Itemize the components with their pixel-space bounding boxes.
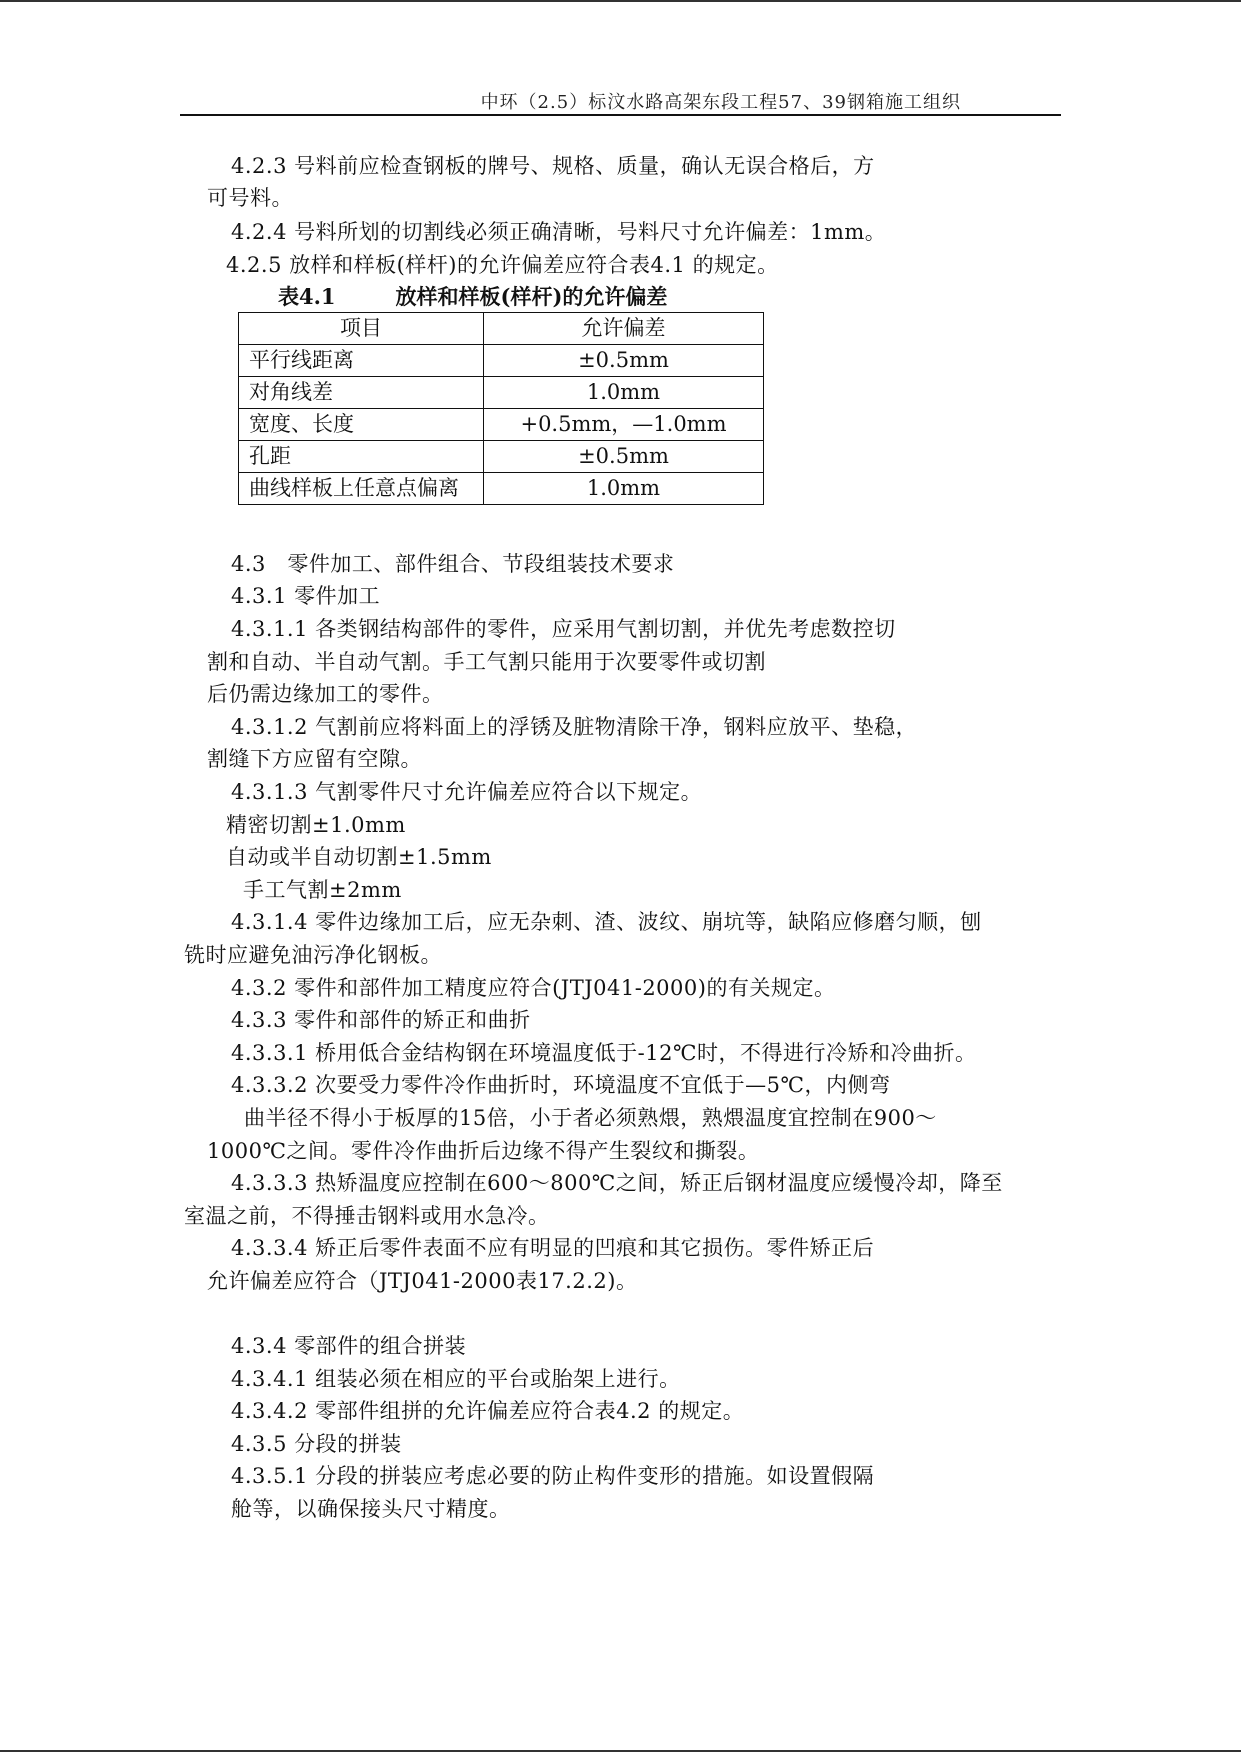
paragraph-line: 后仍需边缘加工的零件。 xyxy=(207,682,444,706)
table-row xyxy=(239,409,764,441)
paragraph-line: 4.3.3.3 热矫温度应控制在600～800℃之间，矫正后钢材温度应缓慢冷却，降至 xyxy=(231,1171,1003,1195)
paragraph-line: 4.3.3.4 矫正后零件表面不应有明显的凹痕和其它损伤。零件矫正后 xyxy=(231,1236,875,1260)
paragraph-line: 自动或半自动切割±1.5mm xyxy=(226,845,492,869)
paragraph-line: 4.3.4.1 组装必须在相应的平台或胎架上进行。 xyxy=(231,1367,681,1391)
paragraph-line: 4.3.1.3 气割零件尺寸允许偏差应符合以下规定。 xyxy=(231,780,703,804)
table-row xyxy=(239,441,764,473)
table-number: 表4.1 xyxy=(278,284,336,309)
paragraph-line: 割和自动、半自动气割。手工气割只能用于次要零件或切割 xyxy=(207,650,766,674)
header-cell-item: 项目 xyxy=(239,313,484,345)
paragraph-line: 手工气割±2mm xyxy=(243,878,402,902)
paragraph-line: 4.3.3.2 次要受力零件冷作曲折时，环境温度不宜低于—5℃，内侧弯 xyxy=(231,1073,891,1097)
paragraph-line: 铣时应避免油污净化钢板。 xyxy=(184,943,442,967)
table-row xyxy=(239,473,764,505)
paragraph-line: 4.2.3 号料前应检查钢板的牌号、规格、质量，确认无误合格后，方 xyxy=(231,154,875,178)
paragraph-line: 4.3.3.1 桥用低合金结构钢在环境温度低于-12℃时，不得进行冷矫和冷曲折。 xyxy=(231,1041,977,1065)
paragraph-line: 精密切割±1.0mm xyxy=(226,813,406,837)
paragraph-line: 4.3.5.1 分段的拼装应考虑必要的防止构件变形的措施。如设置假隔 xyxy=(231,1464,875,1488)
row-tolerance: 1.0mm xyxy=(484,473,764,505)
section-heading: 4.3 零件加工、部件组合、节段组装技术要求 xyxy=(231,552,675,576)
paragraph-line: 割缝下方应留有空隙。 xyxy=(207,747,422,771)
paragraph-line: 4.3.1.1 各类钢结构部件的零件，应采用气割切割，并优先考虑数控切 xyxy=(231,617,896,641)
paragraph-line: 可号料。 xyxy=(207,186,293,210)
table-row xyxy=(239,345,764,377)
table-header-row xyxy=(239,313,764,345)
paragraph-line: 室温之前，不得捶击钢料或用水急冷。 xyxy=(184,1204,550,1228)
top-border xyxy=(0,0,1241,2)
header-cell-tolerance: 允许偏差 xyxy=(484,313,764,345)
paragraph-line: 允许偏差应符合（JTJ041-2000表17.2.2)。 xyxy=(207,1269,638,1293)
paragraph-line: 4.3.4.2 零部件组拼的允许偏差应符合表4.2 的规定。 xyxy=(231,1399,745,1423)
row-tolerance: ±0.5mm xyxy=(484,345,764,377)
paragraph-line: 1000℃之间。零件冷作曲折后边缘不得产生裂纹和撕裂。 xyxy=(207,1139,760,1163)
table-row xyxy=(239,377,764,409)
row-tolerance: +0.5mm，—1.0mm xyxy=(484,409,764,441)
bottom-border xyxy=(0,1750,1241,1752)
row-tolerance: ±0.5mm xyxy=(484,441,764,473)
paragraph-line: 4.3.2 零件和部件加工精度应符合(JTJ041-2000)的有关规定。 xyxy=(231,976,836,1000)
header-title: 中环（2.5）标汶水路高架东段工程57、39钢箱施工组织 xyxy=(480,92,961,113)
paragraph-line: 舱等，以确保接头尺寸精度。 xyxy=(231,1497,511,1521)
paragraph-line: 4.2.4 号料所划的切割线必须正确清晰，号料尺寸允许偏差：1mm。 xyxy=(231,220,887,244)
row-item: 孔距 xyxy=(239,441,484,473)
section-heading: 4.3.5 分段的拼装 xyxy=(231,1432,402,1456)
tolerance-table xyxy=(238,312,764,505)
table-title: 放样和样板(样杆)的允许偏差 xyxy=(395,284,668,309)
row-item: 对角线差 xyxy=(239,377,484,409)
paragraph-line: 4.3.1.2 气割前应将料面上的浮锈及脏物清除干净，钢料应放平、垫稳， xyxy=(231,715,918,739)
paragraph-line: 4.3.1.4 零件边缘加工后，应无杂刺、渣、波纹、崩坑等，缺陷应修磨匀顺，刨 xyxy=(231,910,982,934)
row-item: 宽度、长度 xyxy=(239,409,484,441)
paragraph-line: 曲半径不得小于板厚的15倍，小于者必须熟煨，熟煨温度宜控制在900～ xyxy=(244,1106,937,1130)
table-caption xyxy=(278,283,667,311)
section-heading: 4.3.3 零件和部件的矫正和曲折 xyxy=(231,1008,531,1032)
row-item: 平行线距离 xyxy=(239,345,484,377)
row-tolerance: 1.0mm xyxy=(484,377,764,409)
row-item: 曲线样板上任意点偏离 xyxy=(239,473,484,505)
section-heading: 4.3.1 零件加工 xyxy=(231,584,381,608)
paragraph-line: 4.2.5 放样和样板(样杆)的允许偏差应符合表4.1 的规定。 xyxy=(226,253,779,277)
section-heading: 4.3.4 零部件的组合拼装 xyxy=(231,1334,467,1358)
page-header xyxy=(180,88,1061,116)
